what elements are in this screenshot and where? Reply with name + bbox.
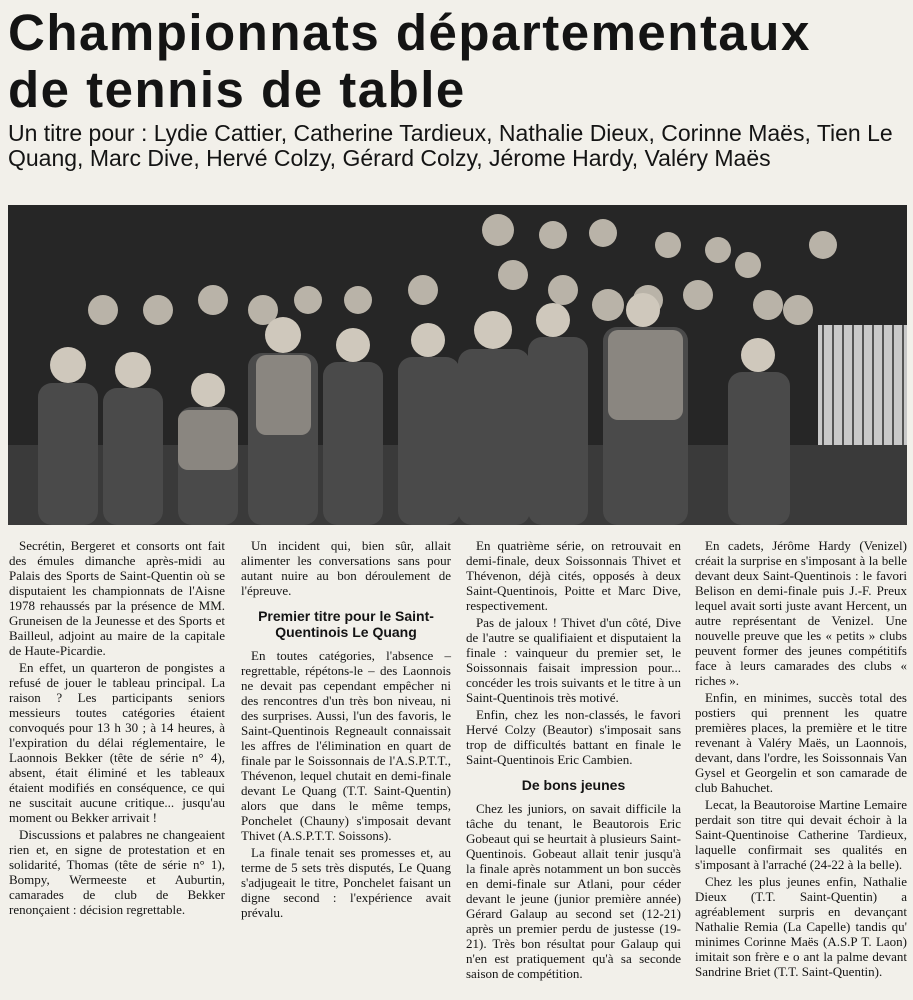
paragraph: En effet, un quarteron de pongistes a refusé de jouer le tableau principal. La raison ? Les participants seniors messieurs toutes catégories étaient convoqués pour 13 h 30 ; à 14 heures, à l'expiration du délai réglementaire, le Laonnois Bekker (tête de série n° 4), absent, était éliminé et les tableaux étaient modifiés en conséquence, ce qui ne suscitait aucune critique... jusqu'au moment ou Bekker arrivait ! (9, 660, 225, 825)
group-photo-icon (8, 205, 907, 525)
paragraph: Discussions et palabres ne changeaient rien et, en signe de protestation et en solidarité, Thomas (tête de série n° 1), Bompy, Wermeeste et Auburtin, camarades de club de Bekker renonçaient : décision regrettable. (9, 827, 225, 917)
paragraph: La finale tenait ses promesses et, au terme de 5 sets très disputés, Le Quang s'adjugeait le titre, Ponchelet faisant un digne second : l'expérience avait prévalu. (241, 845, 451, 920)
paragraph: Lecat, la Beautoroise Martine Lemaire perdait son titre qui devait échoir à la Saint-Quentinoise Catherine Tardieux, laquelle confirmait ses qualités en s'imposant à l'arraché (24-22 à la belle). (695, 797, 907, 872)
subheadline: Un titre pour : Lydie Cattier, Catherine Tardieux, Nathalie Dieux, Corinne Maës, Tien Le Quang, Marc Dive, Hervé Colzy, Gérard Colzy, Jérome Hardy, Valéry Maës (8, 120, 893, 171)
column-1 (9, 538, 225, 917)
column-3 (466, 538, 681, 981)
headline (8, 4, 908, 118)
paragraph: En toutes catégories, l'absence – regrettable, répétons-le – des Laonnois ne devait pas cependant empêcher ni des rencontres d'un très bon niveau, ni des surprises. Aussi, l'un des favoris, le Saint-Quentinois Regneault connaissait les affres de l'élimination en quart de finale par le Soissonnais de l'A.S.P.T.T., Thévenon, lequel chutait en demi-finale devant Le Quang (T.T. Saint-Quentin) alors que dans le même temps, Ponchelet (Chauny) s'imposait devant Thivet (A.S.P.T.T. Soissons). (241, 648, 451, 843)
group-photo (8, 205, 907, 525)
paragraph: Un incident qui, bien sûr, allait alimenter les conversations sans pour autant nuire au bon déroulement de l'épreuve. (241, 538, 451, 598)
column-2 (241, 538, 451, 920)
paragraph: Enfin, en minimes, succès total des postiers qui prennent les quatre premières places, la première et le titre revenant à Valéry Maës, un Laonnois, devant, dans l'ordre, les Soissonnais Van Gysel et Georgelin et son camarade de club Bahuchet. (695, 690, 907, 795)
section-title-bons-jeunes: De bons jeunes (521, 777, 626, 793)
paragraph: Chez les plus jeunes enfin, Nathalie Dieux (T.T. Saint-Quentin) a agréablement surpris en devançant Nathalie Remia (La Capelle) tandis qu' minimes Corinne Maës (A.S.P T. Laon) imitait son frère e o ant la palme devant Sandrine Briet (T.T. Saint-Quentin). (695, 874, 907, 979)
paragraph: Chez les juniors, on savait difficile la tâche du tenant, le Beautorois Eric Gobeaut qui se heurtait à plusieurs Saint-Quentinois. Gobeaut allait tenir jusqu'à la finale après notamment un bon succès en demi-finale sur Atlani, pour céder devant le jeune (junior première année) Gérard Galaup au second set (12-21) après un premier perdu de justesse (19-21). Très bon résultat pour Galaup qui n'en est pratiquement qu'à sa seconde saison de compétition. (466, 801, 681, 981)
column-4 (695, 538, 907, 979)
headline-line-1: Championnats départementaux (8, 4, 811, 61)
paragraph: Enfin, chez les non-classés, le favori Hervé Colzy (Beautor) s'imposait sans trop de difficultés battant en finale le Saint-Quentinois Eric Cambien. (466, 707, 681, 767)
paragraph: En quatrième série, on retrouvait en demi-finale, deux Soissonnais Thivet et Thévenon, déjà cités, opposés à deux Saint-Quentinois, Poitte et Marc Dive, respectivement. (466, 538, 681, 613)
headline-line-2: de tennis de table (8, 61, 466, 118)
paragraph: Secrétin, Bergeret et consorts ont fait des émules dimanche après-midi au Palais des Sports de Saint-Quentin où se disputaient les championnats de l'Aisne 1978 rehaussés par la présence de MM. Gruneisen de la Jeunesse et des Sports et Bailleul, adjoint au maire de la capitale de Haute-Picardie. (9, 538, 225, 658)
section-title-premier-titre: Premier titre pour le Saint-Quentinois Le Quang (258, 608, 434, 640)
paragraph: Pas de jaloux ! Thivet d'un côté, Dive de l'autre se qualifiaient et disputaient la finale : vainqueur du premier set, le Soissonnais faisait impression pour... concéder les trois suivants et le titre à un Saint-Quentinois très motivé. (466, 615, 681, 705)
paragraph: En cadets, Jérôme Hardy (Venizel) créait la surprise en s'imposant à la belle devant deux Saint-Quentinois : le favori Belison en demi-finale puis J.-F. Preux lequel avait sorti juste avant Hercent, un autre représentant de Venizel. Une nouvelle preuve que les « petits » clubs peuvent former des jeunes compétitifs face à leurs camarades des clubs « riches ». (695, 538, 907, 688)
